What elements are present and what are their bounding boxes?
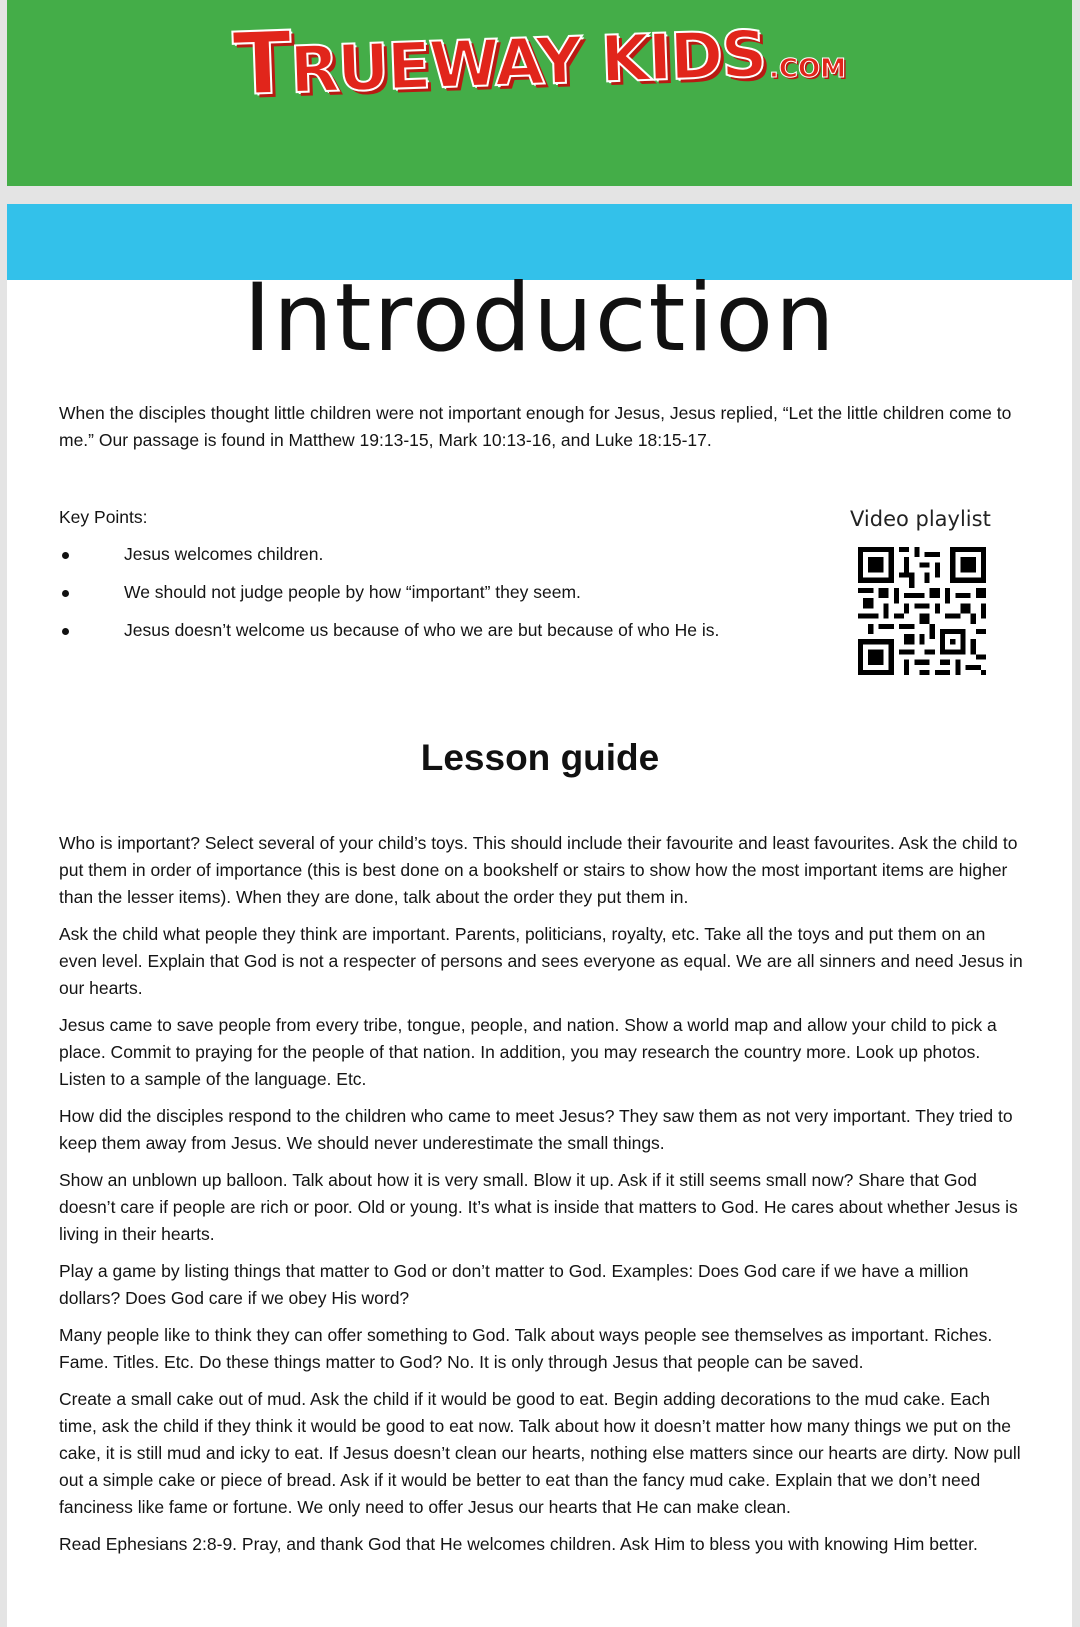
lesson-paragraph: Read Ephesians 2:8-9. Pray, and thank God that He welcomes children. Ask Him to bless you with knowing Him better.	[59, 1534, 978, 1554]
lesson-paragraph: Ask the child what people they think are important. Parents, politicians, royalty, etc. Take all the toys and put them on an even level. Explain that God is not a respecter of persons and sees everyone as equal. We are all sinners and need Jesus in our hearts.	[59, 924, 1023, 998]
key-point-item: We should not judge people by how “important” they seem.	[59, 582, 719, 620]
lesson-paragraph: Who is important? Select several of your child’s toys. This should include their favourite and least favourites. Ask the child to put them in order of importance (this is best done on a bookshelf or stairs to show how the most important items are higher than the lesser items). When they are done, talk about the order they put them in.	[59, 833, 1018, 907]
logo-wordmark: TRUEWAY KIDS	[231, 13, 767, 116]
qr-code-icon[interactable]	[858, 547, 986, 675]
page-title: Introduction	[243, 264, 837, 373]
logo-domain-suffix: .COM	[769, 54, 846, 84]
lesson-paragraph: Play a game by listing things that matter to God or don’t matter to God. Examples: Does God care if we have a million dollars? Does God care if we obey His word?	[59, 1261, 969, 1308]
lesson-paragraph: Show an unblown up balloon. Talk about how it is very small. Blow it up. Ask if it still seems small now? Share that God doesn’t care if people are rich or poor. Old or young. It’s what is inside that matters to God. He cares about whether Jesus is living in their hearts.	[59, 1170, 1018, 1244]
header-banner	[7, 0, 1072, 186]
lesson-paragraph: Create a small cake out of mud. Ask the child if it would be good to eat. Begin adding decorations to the mud cake. Each time, ask the child if they think it would be good to eat now. Talk about how it doesn’t matter how many things we put on the cake, it is still mud and icky to eat. If Jesus doesn’t clean our hearts, nothing else matters since our hearts are dirty. Now pull out a simple cake or piece of bread. Ask if it would be better to eat than the fancy mud cake. Explain that we don’t need fanciness like fame or fortune. We only need to offer Jesus our hearts that He can make clean.	[59, 1389, 1021, 1517]
key-points-list	[59, 544, 719, 658]
trueway-kids-logo[interactable]	[7, 6, 1072, 116]
key-point-item: Jesus welcomes children.	[59, 544, 719, 582]
key-points-heading: Key Points:	[59, 507, 148, 527]
video-playlist-label: Video playlist	[850, 507, 991, 531]
lesson-guide-body	[59, 830, 1024, 1568]
key-point-item: Jesus doesn’t welcome us because of who we are but because of who He is.	[59, 620, 719, 658]
lesson-paragraph: Many people like to think they can offer something to God. Talk about ways people see themselves as important. Riches. Fame. Titles. Etc. Do these things matter to God? No. It is only through Jesus that people can be saved.	[59, 1325, 993, 1372]
intro-paragraph: When the disciples thought little children were not important enough for Jesus, Jesus replied, “Let the little children come to me.” Our passage is found in Matthew 19:13-15, Mark 10:13-16, and Luke 18:15-17.	[59, 403, 1012, 450]
lesson-paragraph: Jesus came to save people from every tribe, tongue, people, and nation. Show a world map and allow your child to pick a place. Commit to praying for the people of that nation. In addition, you may research the country more. Look up photos. Listen to a sample of the language. Etc.	[59, 1015, 997, 1089]
lesson-paragraph: How did the disciples respond to the children who came to meet Jesus? They saw them as not very important. They tried to keep them away from Jesus. We should never underestimate the small things.	[59, 1106, 1013, 1153]
lesson-guide-heading: Lesson guide	[420, 737, 660, 778]
